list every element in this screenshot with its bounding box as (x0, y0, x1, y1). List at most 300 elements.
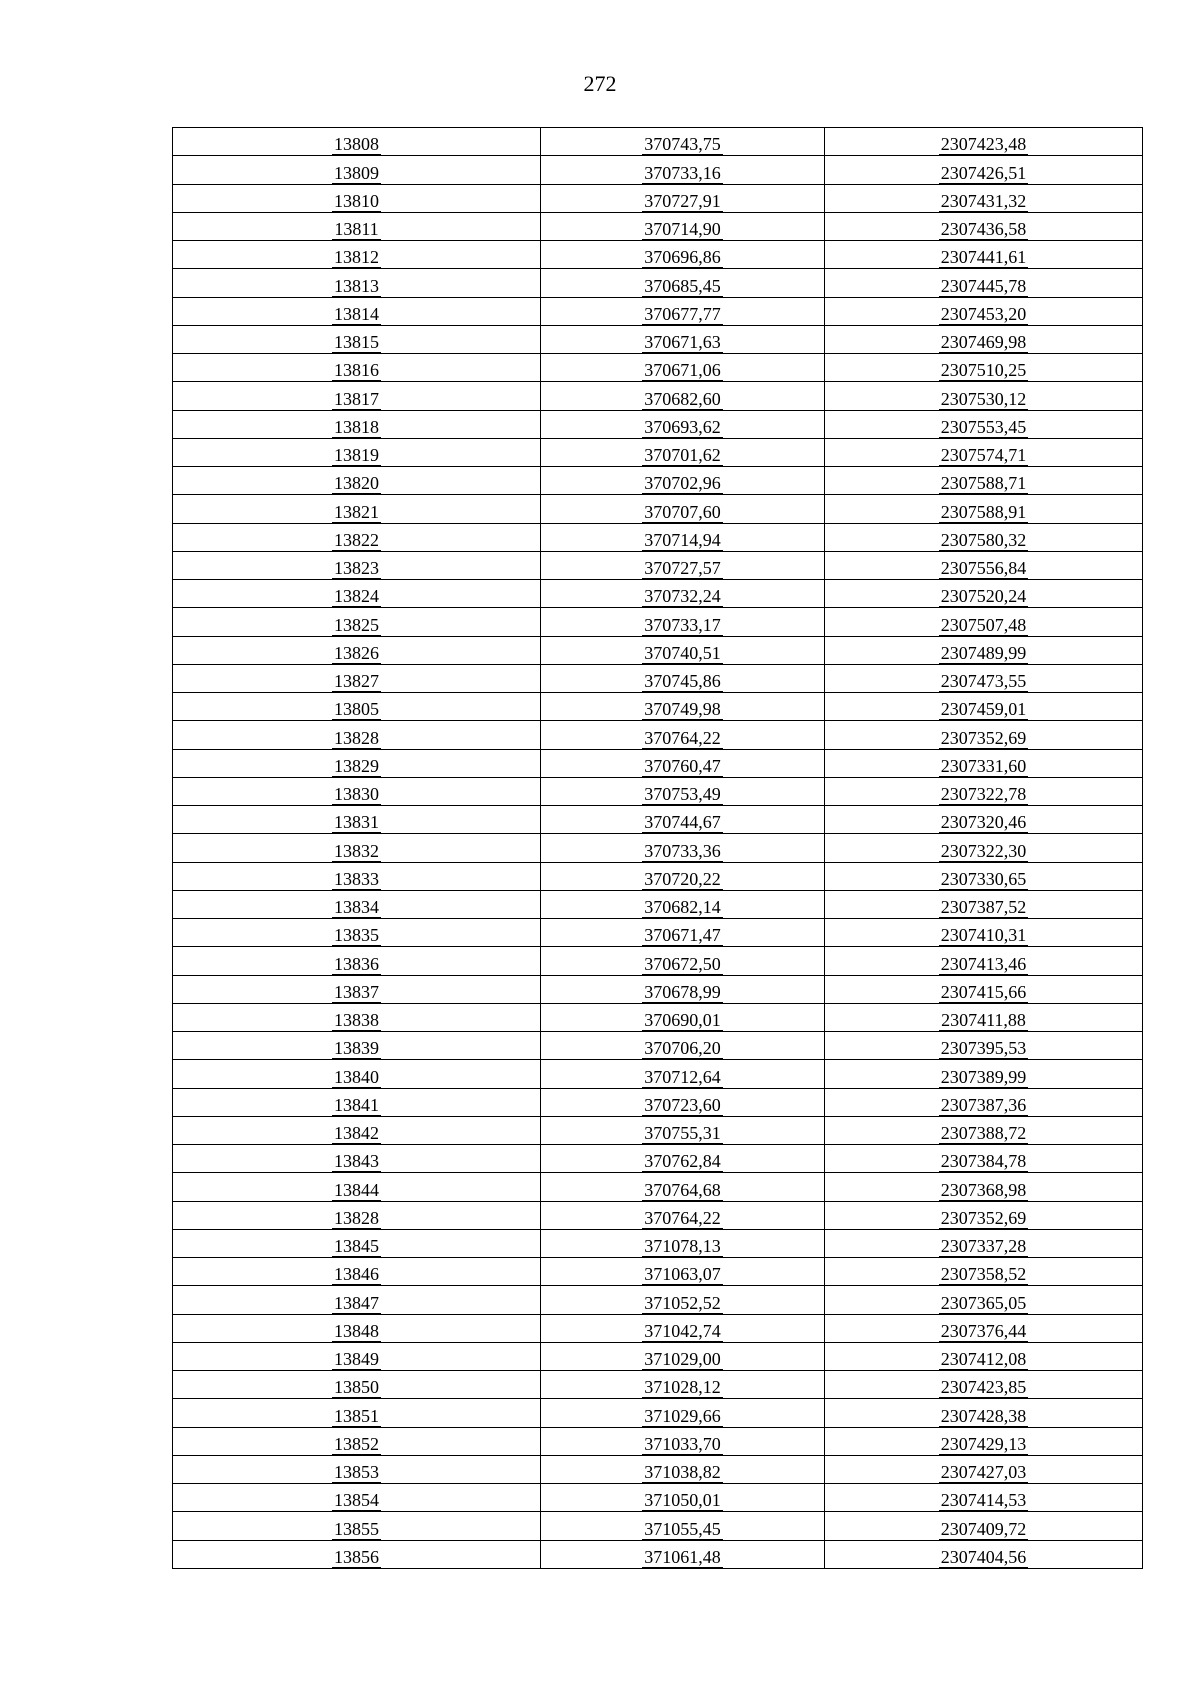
y-coordinate-value: 2307423,85 (940, 1377, 1027, 1398)
y-coordinate-cell (825, 184, 1143, 212)
point-number-cell (173, 325, 541, 353)
y-coordinate-value: 2307384,78 (940, 1151, 1027, 1172)
point-number-cell (173, 128, 541, 156)
point-number-value: 13817 (334, 388, 379, 409)
y-coordinate-cell (825, 1003, 1143, 1031)
point-number-value: 13814 (334, 303, 379, 324)
x-coordinate-cell (541, 1286, 825, 1314)
point-number-cell (173, 1060, 541, 1088)
y-coordinate-value: 2307431,32 (940, 190, 1027, 211)
table-row (173, 184, 1143, 212)
x-coordinate-cell (541, 1427, 825, 1455)
x-coordinate-cell (541, 664, 825, 692)
point-number-value: 13826 (334, 642, 379, 663)
x-coordinate-cell (541, 1003, 825, 1031)
y-coordinate-value: 2307320,46 (940, 812, 1027, 833)
point-number-cell (173, 890, 541, 918)
x-coordinate-cell (541, 919, 825, 947)
point-number-value: 13822 (334, 529, 379, 550)
point-number-cell (173, 777, 541, 805)
table-row (173, 551, 1143, 579)
table-row (173, 721, 1143, 749)
y-coordinate-cell (825, 297, 1143, 325)
x-coordinate-cell (541, 608, 825, 636)
table-row (173, 919, 1143, 947)
x-coordinate-value: 370764,22 (644, 1207, 721, 1228)
x-coordinate-value: 370733,16 (644, 162, 721, 183)
y-coordinate-value: 2307453,20 (940, 303, 1027, 324)
point-number-cell (173, 664, 541, 692)
table-row (173, 862, 1143, 890)
table-row (173, 212, 1143, 240)
x-coordinate-value: 370714,94 (644, 529, 721, 550)
x-coordinate-cell (541, 1540, 825, 1568)
point-number-value: 13856 (334, 1546, 379, 1567)
table-row (173, 1455, 1143, 1483)
point-number-cell (173, 354, 541, 382)
point-number-cell (173, 269, 541, 297)
point-number-value: 13805 (334, 699, 379, 720)
point-number-value: 13815 (334, 332, 379, 352)
y-coordinate-value: 2307426,51 (940, 162, 1027, 183)
x-coordinate-cell (541, 777, 825, 805)
x-coordinate-value: 370707,60 (644, 501, 721, 522)
x-coordinate-cell (541, 1088, 825, 1116)
point-number-value: 13836 (334, 953, 379, 974)
table-row (173, 156, 1143, 184)
y-coordinate-cell (825, 1455, 1143, 1483)
y-coordinate-cell (825, 1173, 1143, 1201)
x-coordinate-value: 370733,36 (644, 840, 721, 861)
y-coordinate-cell (825, 1512, 1143, 1540)
x-coordinate-cell (541, 862, 825, 890)
x-coordinate-value: 370671,63 (644, 332, 721, 352)
table-row (173, 636, 1143, 664)
point-number-cell (173, 1088, 541, 1116)
point-number-cell (173, 721, 541, 749)
table-row (173, 834, 1143, 862)
y-coordinate-cell (825, 1060, 1143, 1088)
table-row (173, 580, 1143, 608)
y-coordinate-value: 2307409,72 (940, 1518, 1027, 1539)
x-coordinate-cell (541, 693, 825, 721)
y-coordinate-value: 2307358,52 (940, 1264, 1027, 1285)
y-coordinate-value: 2307415,66 (940, 981, 1027, 1002)
y-coordinate-cell (825, 410, 1143, 438)
point-number-cell (173, 1229, 541, 1257)
y-coordinate-value: 2307387,36 (940, 1094, 1027, 1115)
point-number-cell (173, 834, 541, 862)
x-coordinate-cell (541, 128, 825, 156)
x-coordinate-value: 370682,14 (644, 897, 721, 917)
x-coordinate-cell (541, 1145, 825, 1173)
y-coordinate-cell (825, 128, 1143, 156)
x-coordinate-value: 370693,62 (644, 416, 721, 437)
x-coordinate-value: 371038,82 (644, 1462, 721, 1482)
x-coordinate-cell (541, 749, 825, 777)
point-number-value: 13852 (334, 1433, 379, 1454)
table-row (173, 975, 1143, 1003)
y-coordinate-cell (825, 438, 1143, 466)
table-row (173, 1342, 1143, 1370)
point-number-value: 13809 (334, 162, 379, 183)
point-number-cell (173, 1201, 541, 1229)
y-coordinate-value: 2307441,61 (940, 247, 1027, 268)
table-row (173, 693, 1143, 721)
x-coordinate-cell (541, 495, 825, 523)
y-coordinate-value: 2307368,98 (940, 1179, 1027, 1200)
x-coordinate-cell (541, 438, 825, 466)
table-row (173, 1060, 1143, 1088)
x-coordinate-value: 370749,98 (644, 699, 721, 720)
x-coordinate-value: 370701,62 (644, 445, 721, 465)
y-coordinate-value: 2307322,78 (940, 784, 1027, 804)
x-coordinate-cell (541, 947, 825, 975)
point-number-value: 13834 (334, 897, 379, 917)
table-row (173, 1201, 1143, 1229)
x-coordinate-cell (541, 890, 825, 918)
x-coordinate-cell (541, 410, 825, 438)
x-coordinate-value: 370744,67 (644, 812, 721, 833)
y-coordinate-cell (825, 580, 1143, 608)
point-number-cell (173, 156, 541, 184)
table-row (173, 1088, 1143, 1116)
x-coordinate-value: 371061,48 (644, 1546, 721, 1567)
y-coordinate-cell (825, 862, 1143, 890)
point-number-value: 13810 (334, 190, 379, 211)
point-number-cell (173, 1427, 541, 1455)
point-number-value: 13824 (334, 586, 379, 607)
x-coordinate-value: 371042,74 (644, 1320, 721, 1341)
y-coordinate-cell (825, 777, 1143, 805)
x-coordinate-value: 370682,60 (644, 388, 721, 409)
x-coordinate-value: 370678,99 (644, 981, 721, 1002)
x-coordinate-value: 370702,96 (644, 473, 721, 494)
x-coordinate-value: 371029,00 (644, 1349, 721, 1369)
point-number-value: 13854 (334, 1490, 379, 1511)
y-coordinate-value: 2307520,24 (940, 586, 1027, 607)
table-row (173, 269, 1143, 297)
table-row (173, 523, 1143, 551)
y-coordinate-cell (825, 1258, 1143, 1286)
point-number-cell (173, 693, 541, 721)
y-coordinate-cell (825, 834, 1143, 862)
point-number-cell (173, 241, 541, 269)
x-coordinate-cell (541, 580, 825, 608)
y-coordinate-cell (825, 551, 1143, 579)
y-coordinate-value: 2307429,13 (940, 1433, 1027, 1454)
x-coordinate-value: 371033,70 (644, 1433, 721, 1454)
table-row (173, 1116, 1143, 1144)
table-row (173, 1314, 1143, 1342)
y-coordinate-value: 2307588,71 (940, 473, 1027, 494)
y-coordinate-value: 2307330,65 (940, 868, 1027, 889)
point-number-value: 13842 (334, 1123, 379, 1143)
table-row (173, 467, 1143, 495)
y-coordinate-cell (825, 1145, 1143, 1173)
point-number-value: 13825 (334, 614, 379, 635)
point-number-value: 13813 (334, 275, 379, 296)
point-number-value: 13845 (334, 1236, 379, 1256)
table-row (173, 1032, 1143, 1060)
x-coordinate-value: 370677,77 (644, 303, 721, 324)
y-coordinate-value: 2307427,03 (940, 1462, 1027, 1482)
table-row (173, 495, 1143, 523)
x-coordinate-cell (541, 184, 825, 212)
y-coordinate-value: 2307388,72 (940, 1123, 1027, 1143)
x-coordinate-cell (541, 1229, 825, 1257)
x-coordinate-cell (541, 212, 825, 240)
point-number-cell (173, 608, 541, 636)
point-number-cell (173, 184, 541, 212)
y-coordinate-value: 2307413,46 (940, 953, 1027, 974)
point-number-cell (173, 495, 541, 523)
point-number-cell (173, 580, 541, 608)
x-coordinate-cell (541, 1201, 825, 1229)
x-coordinate-value: 370685,45 (644, 275, 721, 296)
y-coordinate-value: 2307459,01 (940, 699, 1027, 720)
x-coordinate-value: 370764,68 (644, 1179, 721, 1200)
y-coordinate-value: 2307389,99 (940, 1066, 1027, 1087)
x-coordinate-value: 371050,01 (644, 1490, 721, 1511)
x-coordinate-cell (541, 1371, 825, 1399)
x-coordinate-value: 370743,75 (644, 134, 721, 155)
page-number: 272 (583, 71, 617, 96)
x-coordinate-value: 370671,47 (644, 925, 721, 946)
x-coordinate-cell (541, 1512, 825, 1540)
y-coordinate-cell (825, 241, 1143, 269)
point-number-cell (173, 1286, 541, 1314)
table-row (173, 1258, 1143, 1286)
y-coordinate-value: 2307580,32 (940, 529, 1027, 550)
y-coordinate-value: 2307510,25 (940, 360, 1027, 381)
y-coordinate-cell (825, 1399, 1143, 1427)
table-row (173, 1003, 1143, 1031)
point-number-value: 13828 (334, 1207, 379, 1228)
point-number-cell (173, 862, 541, 890)
y-coordinate-cell (825, 1540, 1143, 1568)
table-row (173, 664, 1143, 692)
point-number-cell (173, 1455, 541, 1483)
point-number-value: 13841 (334, 1094, 379, 1115)
point-number-cell (173, 410, 541, 438)
y-coordinate-cell (825, 1229, 1143, 1257)
point-number-cell (173, 975, 541, 1003)
x-coordinate-cell (541, 325, 825, 353)
x-coordinate-cell (541, 241, 825, 269)
y-coordinate-value: 2307410,31 (940, 925, 1027, 946)
point-number-value: 13840 (334, 1066, 379, 1087)
point-number-cell (173, 382, 541, 410)
point-number-value: 13846 (334, 1264, 379, 1285)
point-number-value: 13816 (334, 360, 379, 381)
y-coordinate-cell (825, 947, 1143, 975)
table-row (173, 325, 1143, 353)
x-coordinate-cell (541, 721, 825, 749)
x-coordinate-cell (541, 1116, 825, 1144)
x-coordinate-value: 371029,66 (644, 1405, 721, 1426)
point-number-cell (173, 1173, 541, 1201)
table-row (173, 1229, 1143, 1257)
x-coordinate-cell (541, 1032, 825, 1060)
x-coordinate-cell (541, 834, 825, 862)
x-coordinate-cell (541, 551, 825, 579)
y-coordinate-cell (825, 636, 1143, 664)
point-number-value: 13821 (334, 501, 379, 522)
y-coordinate-value: 2307387,52 (940, 897, 1027, 917)
point-number-value: 13850 (334, 1377, 379, 1398)
point-number-value: 13830 (334, 784, 379, 804)
table-row (173, 1173, 1143, 1201)
y-coordinate-value: 2307507,48 (940, 614, 1027, 635)
y-coordinate-cell (825, 975, 1143, 1003)
table-row (173, 947, 1143, 975)
point-number-value: 13848 (334, 1320, 379, 1341)
coordinates-table (172, 127, 1143, 1569)
x-coordinate-value: 370727,91 (644, 190, 721, 211)
point-number-cell (173, 1116, 541, 1144)
y-coordinate-cell (825, 806, 1143, 834)
y-coordinate-cell (825, 919, 1143, 947)
point-number-cell (173, 636, 541, 664)
x-coordinate-value: 370696,86 (644, 247, 721, 268)
table-row (173, 297, 1143, 325)
point-number-cell (173, 1342, 541, 1370)
y-coordinate-value: 2307469,98 (940, 332, 1027, 352)
point-number-cell (173, 1399, 541, 1427)
y-coordinate-cell (825, 1342, 1143, 1370)
point-number-cell (173, 297, 541, 325)
x-coordinate-cell (541, 975, 825, 1003)
x-coordinate-value: 370720,22 (644, 868, 721, 889)
x-coordinate-value: 370753,49 (644, 784, 721, 804)
y-coordinate-value: 2307352,69 (940, 727, 1027, 748)
y-coordinate-value: 2307553,45 (940, 416, 1027, 437)
y-coordinate-value: 2307412,08 (940, 1349, 1027, 1369)
x-coordinate-cell (541, 1060, 825, 1088)
y-coordinate-value: 2307411,88 (941, 1010, 1026, 1030)
point-number-cell (173, 947, 541, 975)
table-row (173, 438, 1143, 466)
y-coordinate-value: 2307530,12 (940, 388, 1027, 409)
point-number-cell (173, 1371, 541, 1399)
point-number-cell (173, 212, 541, 240)
x-coordinate-cell (541, 523, 825, 551)
x-coordinate-cell (541, 382, 825, 410)
x-coordinate-value: 370764,22 (644, 727, 721, 748)
x-coordinate-value: 371063,07 (644, 1264, 721, 1285)
y-coordinate-value: 2307445,78 (940, 275, 1027, 296)
y-coordinate-cell (825, 212, 1143, 240)
table-row (173, 1371, 1143, 1399)
y-coordinate-value: 2307365,05 (940, 1292, 1027, 1313)
point-number-value: 13823 (334, 558, 379, 578)
x-coordinate-value: 371028,12 (644, 1377, 721, 1398)
point-number-value: 13818 (334, 416, 379, 437)
x-coordinate-value: 370732,24 (644, 586, 721, 607)
x-coordinate-value: 370733,17 (644, 614, 721, 635)
point-number-value: 13811 (334, 219, 379, 239)
table-row (173, 749, 1143, 777)
y-coordinate-cell (825, 156, 1143, 184)
point-number-cell (173, 467, 541, 495)
table-row (173, 1399, 1143, 1427)
point-number-value: 13851 (334, 1405, 379, 1426)
point-number-value: 13838 (334, 1010, 379, 1030)
x-coordinate-value: 370671,06 (644, 360, 721, 381)
y-coordinate-value: 2307337,28 (940, 1236, 1027, 1256)
table-row (173, 608, 1143, 636)
y-coordinate-cell (825, 495, 1143, 523)
x-coordinate-value: 370714,90 (644, 219, 721, 239)
x-coordinate-cell (541, 1399, 825, 1427)
y-coordinate-cell (825, 1201, 1143, 1229)
coordinates-table-body (173, 128, 1143, 1569)
y-coordinate-cell (825, 1484, 1143, 1512)
point-number-cell (173, 1032, 541, 1060)
table-row (173, 382, 1143, 410)
y-coordinate-value: 2307376,44 (940, 1320, 1027, 1341)
point-number-value: 13837 (334, 981, 379, 1002)
point-number-value: 13819 (334, 445, 379, 465)
point-number-cell (173, 438, 541, 466)
point-number-value: 13835 (334, 925, 379, 946)
point-number-cell (173, 1314, 541, 1342)
x-coordinate-value: 370760,47 (644, 755, 721, 776)
y-coordinate-cell (825, 1286, 1143, 1314)
y-coordinate-cell (825, 467, 1143, 495)
point-number-cell (173, 1003, 541, 1031)
x-coordinate-value: 370723,60 (644, 1094, 721, 1115)
point-number-value: 13828 (334, 727, 379, 748)
point-number-value: 13812 (334, 247, 379, 268)
x-coordinate-cell (541, 269, 825, 297)
x-coordinate-cell (541, 1258, 825, 1286)
x-coordinate-value: 370712,64 (644, 1066, 721, 1087)
x-coordinate-cell (541, 1484, 825, 1512)
x-coordinate-value: 371078,13 (644, 1236, 721, 1256)
y-coordinate-cell (825, 1314, 1143, 1342)
point-number-cell (173, 1145, 541, 1173)
point-number-value: 13853 (334, 1462, 379, 1482)
x-coordinate-cell (541, 297, 825, 325)
table-row (173, 890, 1143, 918)
y-coordinate-cell (825, 269, 1143, 297)
y-coordinate-value: 2307404,56 (940, 1546, 1027, 1567)
point-number-value: 13827 (334, 671, 379, 691)
y-coordinate-cell (825, 1032, 1143, 1060)
point-number-value: 13847 (334, 1292, 379, 1313)
x-coordinate-cell (541, 156, 825, 184)
x-coordinate-value: 370745,86 (644, 671, 721, 691)
y-coordinate-cell (825, 1371, 1143, 1399)
x-coordinate-value: 370740,51 (644, 642, 721, 663)
x-coordinate-cell (541, 806, 825, 834)
x-coordinate-value: 370672,50 (644, 953, 721, 974)
x-coordinate-value: 370762,84 (644, 1151, 721, 1172)
y-coordinate-value: 2307395,53 (940, 1038, 1027, 1059)
point-number-cell (173, 523, 541, 551)
point-number-cell (173, 919, 541, 947)
y-coordinate-cell (825, 890, 1143, 918)
point-number-value: 13844 (334, 1179, 379, 1200)
y-coordinate-cell (825, 721, 1143, 749)
y-coordinate-cell (825, 523, 1143, 551)
table-row (173, 806, 1143, 834)
y-coordinate-cell (825, 382, 1143, 410)
point-number-cell (173, 1258, 541, 1286)
x-coordinate-value: 371055,45 (644, 1518, 721, 1539)
